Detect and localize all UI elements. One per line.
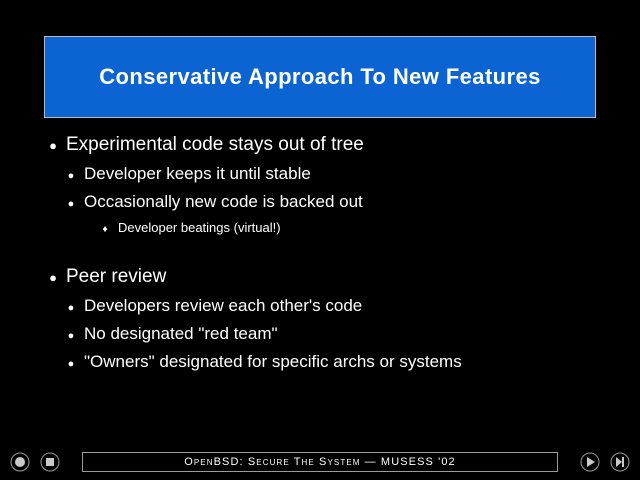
list-item — [40, 348, 610, 376]
slide-title: Conservative Approach To New Features — [99, 64, 541, 89]
bullet-icon: ● — [67, 330, 75, 342]
list-item — [40, 320, 610, 348]
last-slide-button[interactable] — [610, 452, 630, 472]
bullet-icon: ● — [67, 302, 75, 314]
list-item-label: "Owners" designated for specific archs or systems — [84, 352, 462, 371]
previous-slide-button[interactable] — [40, 452, 60, 472]
next-slide-button[interactable] — [580, 452, 600, 472]
list-item-label: Developers review each other's code — [84, 296, 363, 315]
list-item — [40, 292, 610, 320]
bullet-icon: ● — [67, 198, 75, 210]
list-item — [40, 216, 610, 240]
list-item — [40, 160, 610, 188]
list-item — [40, 188, 610, 216]
slide-title-box — [44, 36, 596, 118]
bullet-icon: ♦ — [102, 224, 108, 235]
first-slide-button[interactable] — [10, 452, 30, 472]
bullet-icon: ● — [49, 138, 57, 153]
list-item-label: No designated "red team" — [84, 324, 278, 343]
footer-title-bar — [82, 452, 558, 472]
footer-title: OpenBSD: Secure The System — MUSESS '02 — [184, 456, 456, 468]
bullet-icon: ● — [49, 270, 57, 285]
slide-body — [40, 130, 610, 376]
bullet-icon: ● — [67, 170, 75, 182]
bullet-icon: ● — [67, 358, 75, 370]
list-item-label: Peer review — [66, 266, 167, 287]
list-item-label: Developer keeps it until stable — [84, 164, 311, 183]
list-item-label: Occasionally new code is backed out — [84, 192, 363, 211]
list-item-label: Developer beatings (virtual!) — [118, 220, 281, 235]
list-item — [40, 262, 610, 292]
list-item-label: Experimental code stays out of tree — [66, 134, 364, 155]
slide-footer — [0, 444, 640, 480]
list-spacer — [40, 240, 610, 262]
list-item — [40, 130, 610, 160]
